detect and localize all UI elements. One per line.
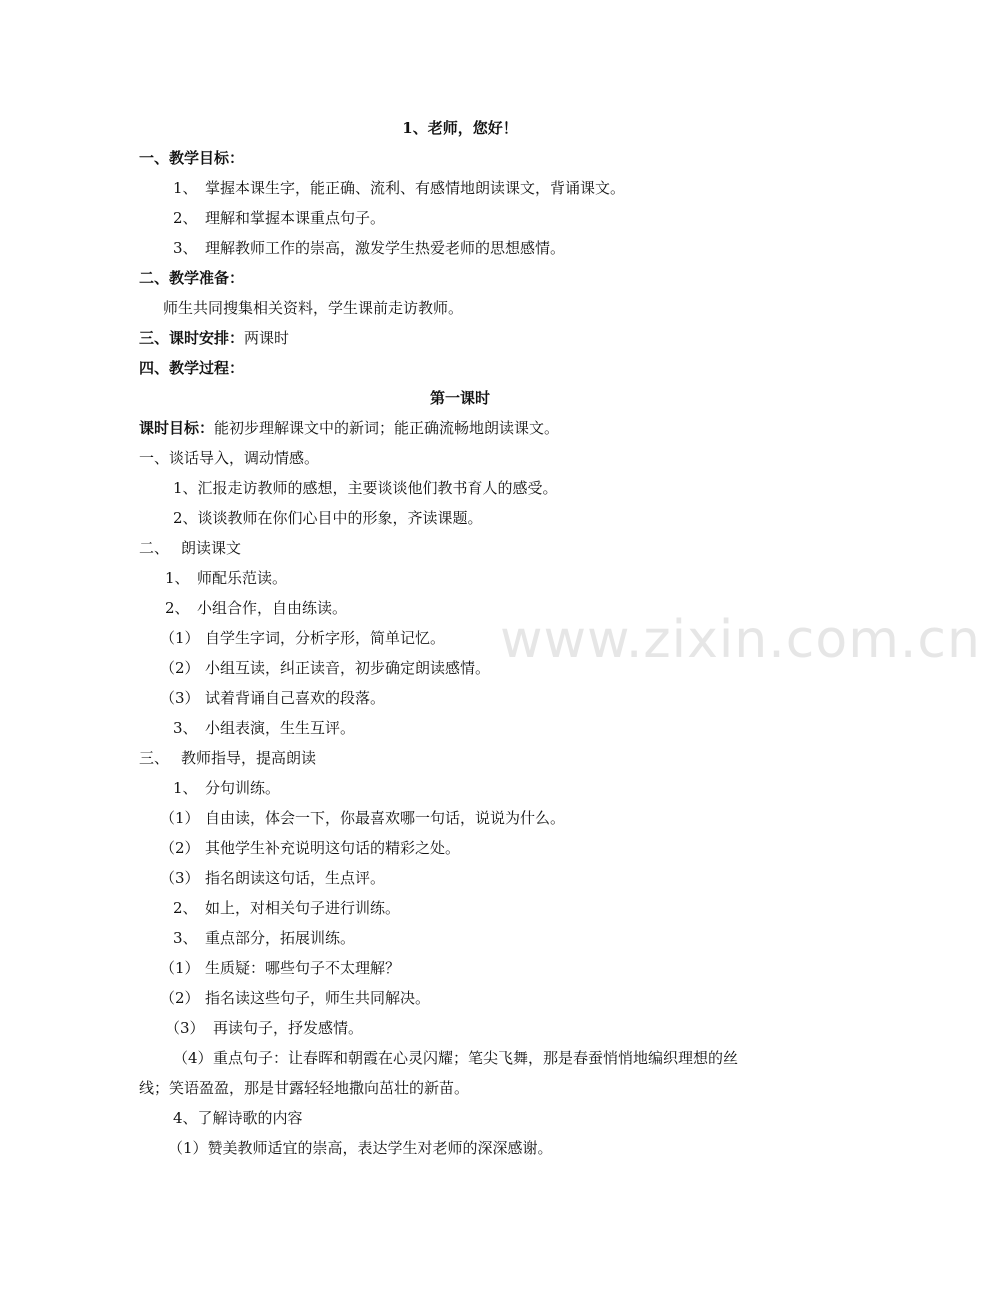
goal-2-number: 2、	[173, 209, 198, 227]
part-2-number: 二、	[139, 539, 170, 557]
part-1-item-1: 1、汇报走访教师的感想，主要谈谈他们教书育人的感受。	[173, 479, 558, 497]
part-3-sub-8: （1）赞美教师适宜的崇高，表达学生对老师的深深感谢。	[168, 1139, 553, 1157]
part-2-item-2: 小组合作，自由练读。	[197, 599, 348, 617]
part-1-item-2: 2、谈谈教师在你们心目中的形象，齐读课题。	[173, 509, 483, 527]
watermark: www.zixin.com.cn	[500, 610, 981, 670]
part-3-item-3: 重点部分，拓展训练。	[205, 929, 356, 947]
part-2-sub-3-number: （3）	[160, 689, 200, 707]
goal-3-text: 理解教师工作的崇高，激发学生热爱老师的思想感情。	[205, 239, 566, 257]
part-3-sub-1-number: （1）	[160, 809, 200, 827]
lesson-heading: 第一课时	[429, 389, 490, 407]
part-3-sub-1: 自由读，体会一下，你最喜欢哪一句话，说说为什么。	[205, 809, 566, 827]
part-3-sub-5: 指名读这些句子，师生共同解决。	[205, 989, 431, 1007]
section-heading-prep: 二、教学准备：	[139, 269, 245, 287]
part-3-sub-2-number: （2）	[160, 839, 200, 857]
section-heading-process: 四、教学过程：	[139, 359, 245, 377]
part-3-sub-4-number: （1）	[160, 959, 200, 977]
part-3-sub-4: 生质疑：哪些句子不太理解？	[205, 959, 401, 977]
part-3-sub-3: 指名朗读这句话，生点评。	[205, 869, 386, 887]
prep-text: 师生共同搜集相关资料，学生课前走访教师。	[163, 299, 464, 317]
part-3-item-4: 4、了解诗歌的内容	[173, 1109, 303, 1127]
part-2-item-1: 师配乐范读。	[197, 569, 288, 587]
lesson-goal-text: 能初步理解课文中的新词；能正确流畅地朗读课文。	[214, 419, 560, 437]
part-3-sub-6: 再读句子，抒发感情。	[213, 1019, 364, 1037]
schedule-value: 两课时	[244, 329, 290, 347]
part-3-item-2: 如上，对相关句子进行训练。	[205, 899, 401, 917]
part-2-item-1-number: 1、	[165, 569, 190, 587]
part-3-item-1-number: 1、	[173, 779, 198, 797]
part-3-sub-7-line-1: 重点句子：让春晖和朝霞在心灵闪耀；笔尖飞舞，那是春蚕悄悄地编织理想的丝	[213, 1049, 739, 1067]
lesson-goal-line	[139, 418, 559, 438]
part-2-sub-2: 小组互读，纠正读音，初步确定朗读感情。	[205, 659, 491, 677]
goal-1-number: 1、	[173, 179, 198, 197]
part-3-item-2-number: 2、	[173, 899, 198, 917]
part-2-sub-3: 试着背诵自己喜欢的段落。	[205, 689, 386, 707]
part-3-sub-3-number: （3）	[160, 869, 200, 887]
section-heading-schedule: 三、课时安排：	[139, 329, 245, 347]
part-3-sub-7-number: （4）	[173, 1049, 213, 1067]
goal-3-number: 3、	[173, 239, 198, 257]
goal-1-text: 掌握本课生字，能正确、流利、有感情地朗读课文，背诵课文。	[205, 179, 626, 197]
goal-2-text: 理解和掌握本课重点句子。	[205, 209, 386, 227]
part-2-item-3-number: 3、	[173, 719, 198, 737]
document-title: 1、老师，您好！	[402, 119, 518, 137]
part-2-item-3: 小组表演，生生互评。	[205, 719, 356, 737]
part-1-heading: 一、谈话导入，调动情感。	[139, 449, 320, 467]
part-3-sub-5-number: （2）	[160, 989, 200, 1007]
part-2-item-2-number: 2、	[165, 599, 190, 617]
schedule-line	[139, 328, 289, 348]
section-heading-goals: 一、教学目标：	[139, 149, 245, 167]
part-3-heading: 教师指导，提高朗读	[181, 749, 317, 767]
part-2-sub-2-number: （2）	[160, 659, 200, 677]
part-2-heading: 朗读课文	[181, 539, 242, 557]
part-3-number: 三、	[139, 749, 170, 767]
part-3-item-3-number: 3、	[173, 929, 198, 947]
part-3-sub-2: 其他学生补充说明这句话的精彩之处。	[205, 839, 461, 857]
lesson-goal-label: 课时目标：	[139, 419, 215, 437]
part-2-sub-1: 自学生字词，分析字形，简单记忆。	[205, 629, 446, 647]
part-3-item-1: 分句训练。	[205, 779, 281, 797]
part-2-sub-1-number: （1）	[160, 629, 200, 647]
part-3-sub-6-number: （3）	[165, 1019, 205, 1037]
part-3-sub-7-line-2: 线；笑语盈盈，那是甘露轻轻地撒向茁壮的新苗。	[139, 1079, 470, 1097]
